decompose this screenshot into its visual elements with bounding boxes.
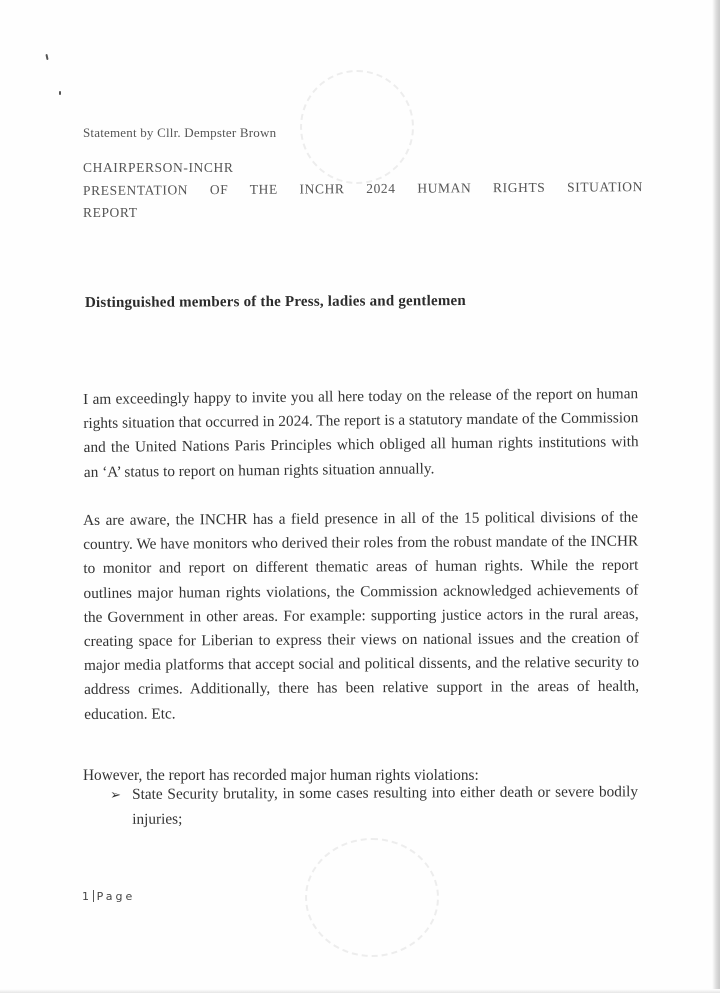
faint-seal-stamp-icon xyxy=(305,838,439,957)
page-footer xyxy=(82,890,135,903)
page-label: Page xyxy=(96,890,136,903)
list-item xyxy=(110,779,638,832)
presentation-title-line-1: PRESENTATION OF THE INCHR 2024 HUMAN RIGHTS SITUATION xyxy=(82,179,644,198)
page-edge-shadow xyxy=(712,0,720,993)
scan-speck xyxy=(45,54,48,60)
page-bottom-edge xyxy=(0,989,720,993)
list-item-text: State Security brutality, in some cases resulting into either death or severe bodily injuries; xyxy=(132,783,639,828)
chairperson-title: CHAIRPERSON-INCHR xyxy=(83,160,234,175)
statement-by-line: Statement by Cllr. Dempster Brown xyxy=(83,125,277,140)
paragraph-intro: I am exceedingly happy to invite you all here today on the release of the report on human rights situation that occurred in 2024. The report is a statutory mandate of the Commission and the United Nations Paris Principles which obliged all human rights institutions with an ‘A’ status to report on human rights situation annually. xyxy=(83,385,639,481)
scan-speck xyxy=(59,91,61,95)
paragraph-violations-intro: However, the report has recorded major human rights violations: xyxy=(83,767,479,785)
footer-separator xyxy=(93,890,94,902)
salutation-heading: Distinguished members of the Press, ladies and gentlemen xyxy=(84,293,466,311)
arrowhead-bullet-icon: ➢ xyxy=(110,786,122,802)
faint-seal-stamp-icon xyxy=(300,70,414,184)
page-number: 1 xyxy=(82,890,91,903)
presentation-title-line-2: REPORT xyxy=(83,205,138,220)
paragraph-field-presence: As are aware, the INCHR has a field presence in all of the 15 political divisions of the country. We have monitors who derived their roles from the robust mandate of the INCHR to monitor and report on different thematic areas of human rights. While the report outlines major human rights violations, the Commission acknowledged achievements of the Government in other areas. For example: supporting justice actors in the rural areas, creating space for Liberian to express their views on national issues and the creation of major media platforms that accept social and political dissents, and the relative security to address crimes. Additionally, there has been relative support in the areas of health, education. Etc. xyxy=(83,508,640,723)
violations-list xyxy=(110,782,638,832)
